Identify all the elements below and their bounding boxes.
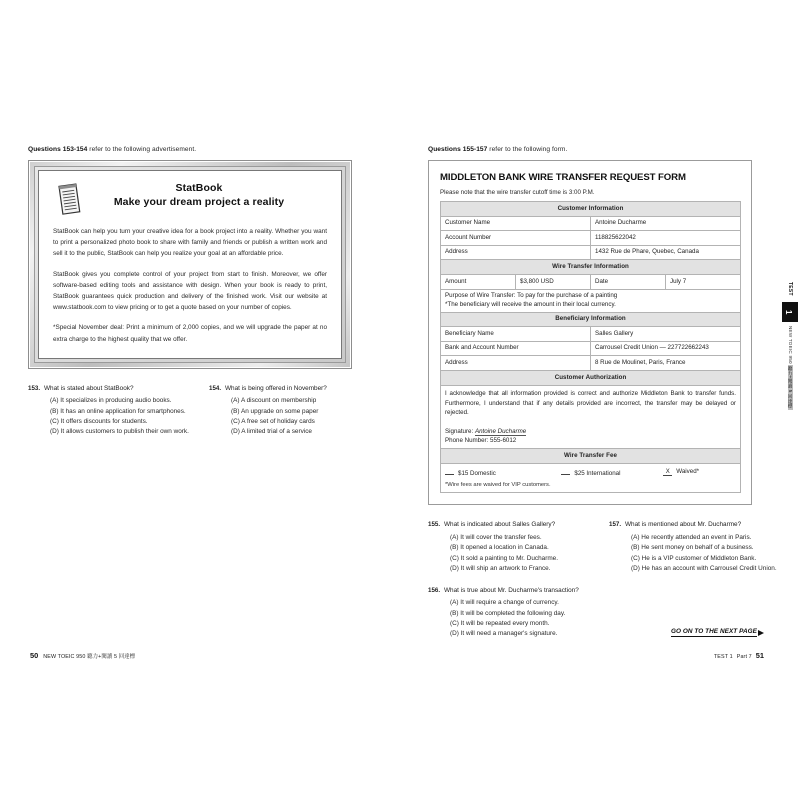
- fee-option-international[interactable]: [561, 468, 663, 478]
- question-column-left: [28, 384, 209, 449]
- choice-a[interactable]: (A) It will require a change of currency.: [450, 599, 559, 607]
- choice-b[interactable]: (B) He sent money on behalf of a business.: [631, 544, 754, 552]
- choice-b[interactable]: (B) It has an online application for smartphones.: [50, 407, 186, 415]
- choice-d[interactable]: (D) He has an account with Carrousel Credit Union.: [631, 564, 777, 572]
- amount-label: Amount: [441, 274, 516, 289]
- footer-left: [30, 651, 135, 660]
- table-row: [441, 341, 741, 356]
- bank-account-value: Carrousel Credit Union — 227722662243: [591, 341, 741, 356]
- section-wire-transfer-fee: Wire Transfer Fee: [441, 449, 741, 464]
- left-intro-bold: Questions 153-154: [28, 146, 88, 153]
- arrow-right-icon: [758, 630, 764, 636]
- choice-d[interactable]: (D) A limited trial of a service: [231, 428, 312, 436]
- choice-c[interactable]: (C) It offers discounts for students.: [50, 418, 148, 426]
- choice-c[interactable]: (C) A free set of holiday cards: [231, 418, 315, 426]
- question-154-text: What is being offered in November?: [225, 384, 327, 392]
- question-column-right: [209, 384, 390, 449]
- question-154-choices: [209, 396, 382, 437]
- bank-account-label: Bank and Account Number: [441, 341, 591, 356]
- advertisement-header: [53, 182, 327, 217]
- question-156-head: [428, 586, 601, 596]
- choice-b[interactable]: (B) It will be completed the following day.: [450, 609, 566, 617]
- wire-transfer-form: [428, 160, 752, 505]
- right-page: [428, 145, 790, 670]
- question-156: [428, 586, 601, 639]
- section-customer-authorization: Customer Authorization: [441, 370, 741, 385]
- date-value: July 7: [666, 274, 741, 289]
- question-155-text: What is indicated about Salles Gallery?: [444, 521, 556, 529]
- advertisement-paragraph-2: StatBook gives you complete control of your project from start to finish. Moreover, we offer software-based editing tools and assistance with design. When your book is ready to print, StatBook guarantees quick production and delivery of the finished work. Visit our website at www.statbook.com to view pricing or to get a quote based on your number of copies.: [53, 270, 327, 312]
- footer-right: [714, 651, 764, 660]
- customer-address-label: Address: [441, 245, 591, 260]
- form-table: [440, 201, 741, 493]
- choice-c[interactable]: (C) It will be repeated every month.: [450, 619, 550, 627]
- fee-option-waived[interactable]: [663, 468, 736, 478]
- table-row: [441, 385, 741, 449]
- thumb-tab-vertical-text: [787, 326, 793, 409]
- question-157-choices: [609, 533, 782, 574]
- table-row: [441, 370, 741, 385]
- choice-d[interactable]: (D) It will need a manager's signature.: [450, 630, 558, 638]
- advertisement-titles: [89, 182, 327, 209]
- footer-test-label: TEST 1: [713, 654, 733, 660]
- choice-c[interactable]: (C) He is a VIP customer of Middleton Bank.: [631, 554, 757, 562]
- table-row: [441, 231, 741, 246]
- notepad-icon: [57, 183, 83, 217]
- phone-line: Phone Number: 555-6012: [445, 437, 517, 445]
- question-153-number: 153.: [28, 384, 41, 392]
- advertisement-brand: StatBook: [175, 182, 223, 194]
- table-row: [441, 449, 741, 464]
- customer-address-value: 1432 Rue de Phare, Quebec, Canada: [591, 245, 741, 260]
- advertisement-paragraph-3: *Special November deal: Print a minimum of 2,000 copies, and we will upgrade the paper at no extra charge to the highest quality that we offer.: [53, 324, 327, 343]
- advertisement-frame-inner: [34, 166, 346, 363]
- section-wire-transfer-information: Wire Transfer Information: [441, 260, 741, 275]
- left-intro-rest: refer to the following advertisement.: [87, 146, 197, 153]
- date-label: Date: [591, 274, 666, 289]
- question-154-number: 154.: [209, 384, 222, 392]
- customer-name-label: Customer Name: [441, 216, 591, 231]
- choice-a[interactable]: (A) A discount on membership: [231, 397, 317, 405]
- table-row: [441, 260, 741, 275]
- section-customer-information: Customer Information: [441, 202, 741, 217]
- right-page-number: 51: [755, 651, 764, 660]
- footer-part-label: Part 7: [736, 654, 752, 660]
- book-title-footer: NEW TOEIC 950 聽力+閱讀 5 回達標: [43, 654, 136, 660]
- advertisement-frame: [28, 160, 352, 369]
- section-beneficiary-information: Beneficiary Information: [441, 312, 741, 327]
- question-157: [609, 520, 782, 573]
- beneficiary-address-value: 8 Rue de Moulinet, Paris, France: [591, 356, 741, 371]
- beneficiary-name-label: Beneficiary Name: [441, 327, 591, 342]
- purpose-note: *The beneficiary will receive the amount in their local currency.: [445, 300, 616, 308]
- table-row: [441, 327, 741, 342]
- choice-a[interactable]: (A) It will cover the transfer fees.: [450, 534, 542, 541]
- thumb-tab-number: 1: [782, 302, 798, 322]
- table-row: [441, 463, 741, 493]
- customer-name-value: Antoine Ducharme: [591, 216, 741, 231]
- table-row: [441, 289, 741, 312]
- fee-waived-checkbox[interactable]: X: [663, 469, 672, 476]
- question-155-number: 155.: [428, 521, 441, 529]
- thumb-book-title: NEW TOEIC 950: [788, 326, 793, 364]
- left-page-intro: [28, 145, 390, 154]
- account-number-label: Account Number: [441, 231, 591, 246]
- question-154: [209, 384, 382, 437]
- right-intro-bold: Questions 155-157: [428, 146, 488, 153]
- purpose-line: Purpose of Wire Transfer: To pay for the purchase of a painting: [445, 292, 618, 300]
- fee-domestic-checkbox[interactable]: [445, 468, 454, 475]
- question-155: [428, 520, 601, 573]
- question-157-number: 157.: [609, 521, 622, 529]
- authorization-text: I acknowledge that all information provided is correct and authorize Middleton Bank to transfer funds. Furthermore, I understand that if any details provided are incorrect, the transfer may be delayed or rejected.: [445, 390, 736, 417]
- fee-international-checkbox[interactable]: [561, 468, 570, 475]
- question-154-head: [209, 384, 382, 394]
- question-155-head: [428, 520, 601, 530]
- signature-value: Antoine Ducharme: [474, 427, 527, 435]
- right-page-intro: [428, 145, 790, 154]
- choice-b[interactable]: (B) An upgrade on some paper: [231, 407, 319, 415]
- table-row: [441, 274, 741, 289]
- question-153-choices: [28, 396, 201, 437]
- question-155-choices: [428, 533, 601, 574]
- question-157-head: [609, 520, 782, 530]
- fee-international-label: $25 International: [574, 469, 621, 477]
- table-row: [441, 312, 741, 327]
- choice-d[interactable]: (D) It allows customers to publish their own work.: [50, 428, 189, 436]
- thumb-tab-label: TEST: [787, 282, 793, 296]
- table-row: [441, 216, 741, 231]
- amount-value: $3,800 USD: [516, 274, 591, 289]
- signature-label: Signature:: [445, 427, 475, 435]
- advertisement-content: [38, 170, 342, 359]
- authorization-cell: [441, 385, 741, 449]
- advertisement-paragraph-1: StatBook can help you turn your creative idea for a book project into a reality. Whether you want to print a personalized photo book to share with family and friends or publish a written work and sell it to the public, StatBook can help you realize your goal at an affordable price.: [53, 228, 327, 258]
- signature-line: [445, 427, 736, 436]
- question-156-number: 156.: [428, 586, 441, 594]
- fee-options-row: [445, 467, 736, 480]
- beneficiary-address-label: Address: [441, 356, 591, 371]
- side-thumb-tab: [782, 278, 798, 409]
- form-title: MIDDLETON BANK WIRE TRANSFER REQUEST FORM: [440, 172, 686, 183]
- go-on-to-next-page: [671, 628, 764, 637]
- choice-d[interactable]: (D) It will ship an artwork to France.: [450, 564, 551, 572]
- choice-a[interactable]: (A) He recently attended an event in Paris.: [631, 534, 752, 541]
- table-row: [441, 356, 741, 371]
- question-156-choices: [428, 598, 601, 639]
- question-153: [28, 384, 201, 437]
- left-page: [28, 145, 390, 670]
- table-row: [441, 202, 741, 217]
- fee-footnote: *Wire fees are waived for VIP customers.: [445, 482, 551, 489]
- account-number-value: 118825622042: [591, 231, 741, 246]
- question-153-text: What is stated about StatBook?: [44, 384, 134, 392]
- choice-b[interactable]: (B) It opened a location in Canada.: [450, 544, 549, 552]
- choice-c[interactable]: (C) It sold a painting to Mr. Ducharme.: [450, 554, 558, 562]
- left-page-number: 50: [30, 651, 39, 660]
- fee-domestic-label: $15 Domestic: [458, 469, 496, 477]
- question-153-head: [28, 384, 201, 394]
- right-intro-rest: refer to the following form.: [487, 146, 568, 153]
- thumb-book-subtitle: 聽力+閱讀 5 回達標: [788, 366, 793, 409]
- go-on-text: GO ON TO THE NEXT PAGE: [670, 628, 757, 635]
- question-column-left: [428, 520, 609, 651]
- beneficiary-name-value: Salles Gallery: [591, 327, 741, 342]
- question-157-text: What is mentioned about Mr. Ducharme?: [625, 521, 742, 529]
- fee-option-domestic[interactable]: [445, 468, 561, 478]
- form-cutoff-note: Please note that the wire transfer cutoff time is 3:00 P.M.: [440, 189, 595, 196]
- question-156-text: What is true about Mr. Ducharme's transaction?: [444, 586, 579, 594]
- fee-waived-label: Waived*: [676, 467, 700, 475]
- advertisement-tagline: Make your dream project a reality: [113, 196, 285, 208]
- left-questions-columns: [28, 384, 390, 449]
- table-row: [441, 245, 741, 260]
- fee-cell: [441, 463, 741, 493]
- purpose-cell: [441, 289, 741, 312]
- choice-a[interactable]: (A) It specializes in producing audio books.: [50, 397, 172, 405]
